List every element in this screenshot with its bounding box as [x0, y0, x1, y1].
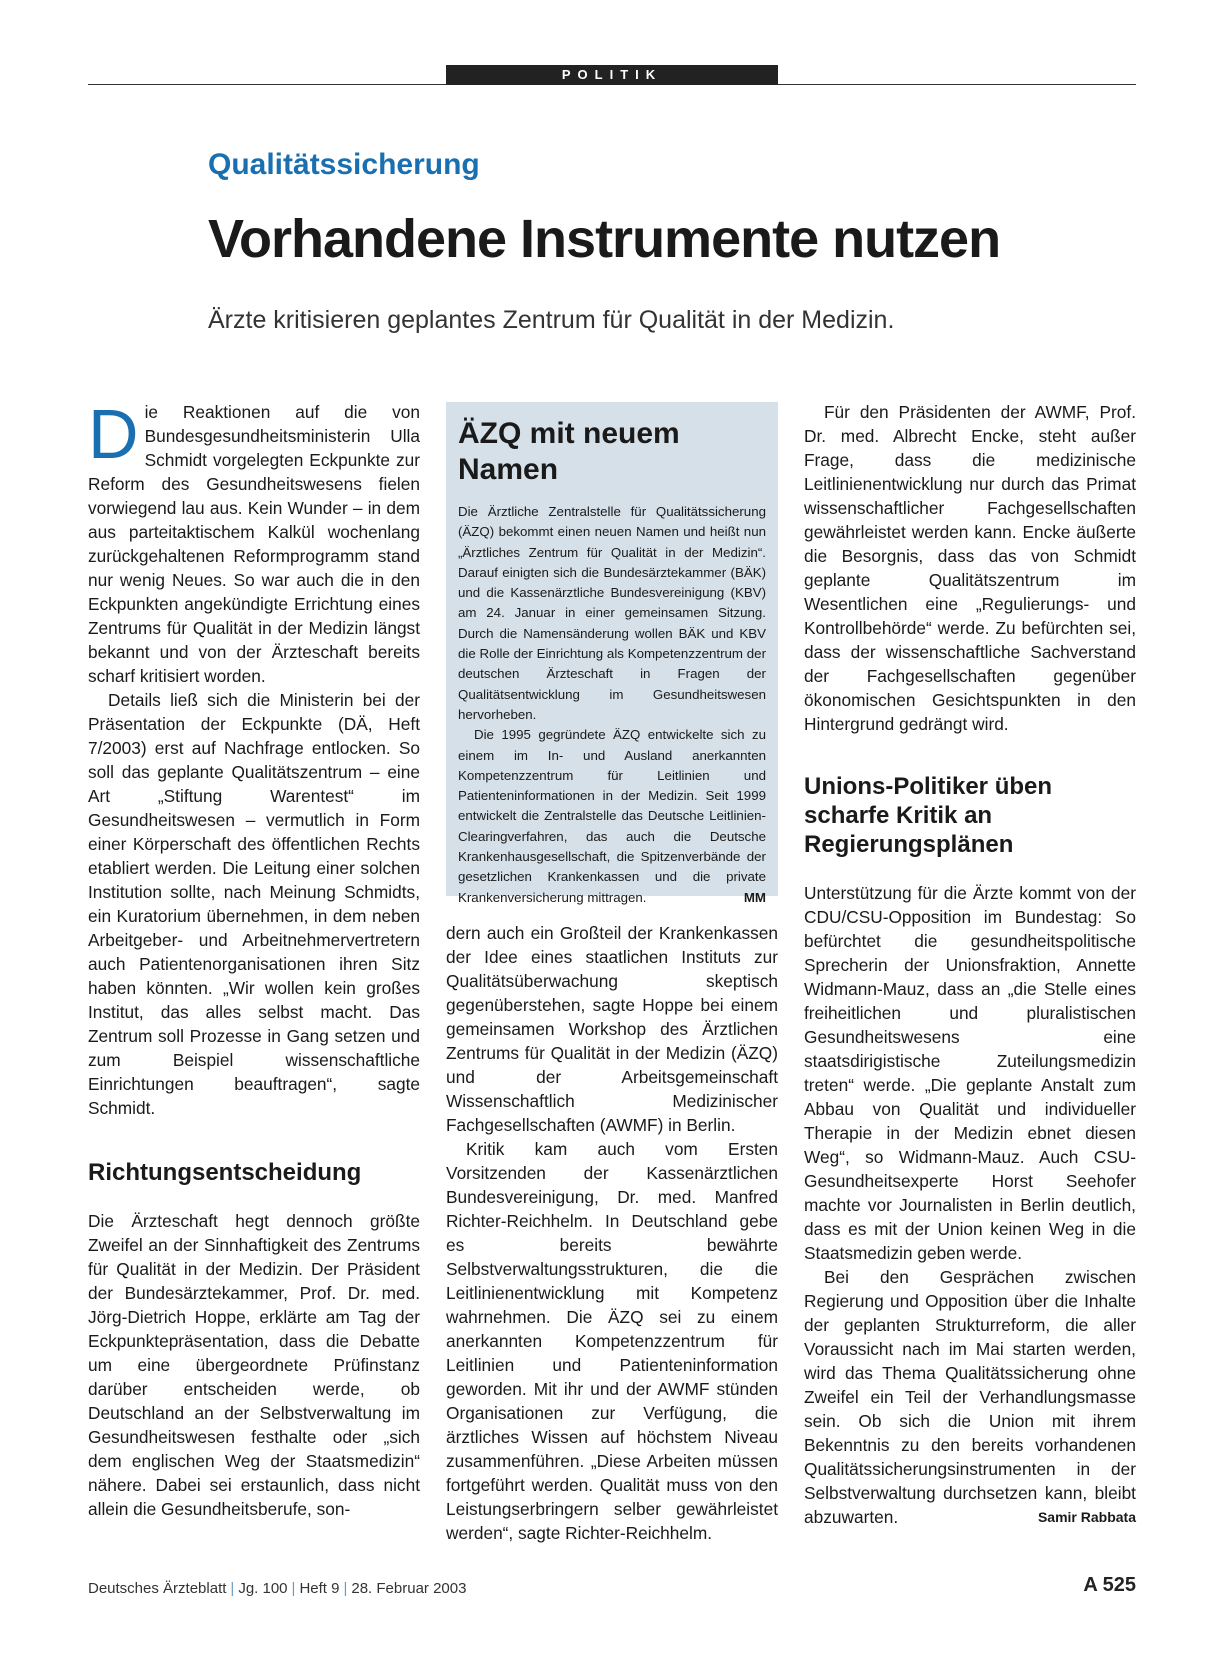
- journal-name: Deutsches Ärzteblatt: [88, 1580, 227, 1597]
- column-3: [804, 400, 1136, 1529]
- issue: Heft 9: [299, 1580, 340, 1597]
- sidebar-signature: MM: [743, 889, 766, 905]
- paragraph: Unterstützung für die Ärzte kommt von der CDU/CSU-Opposition im Bundestag: So befürchtet die gesundheitspolitische Sprecherin der Unionsfraktion, Annette Widmann-Mauz, dass an „die Stelle eines freiheitlichen und pluralistischen Gesundheitswesens eine staatsdirigistische Zuteilungsmedizin treten“ werde. „Die geplante Anstalt zum Abbau von Qualität und individueller Therapie in der Medizin ebnet diesen Weg“, so Widmann-Mauz. Auch CSU-Gesundheitsexperte Horst Seehofer machte vor Journalisten in Berlin deutlich, dass es mit der Union keinen Weg in die Staatsmedizin geben werde.: [804, 883, 1136, 1263]
- sidebar-title: ÄZQ mit neuem Namen: [458, 417, 680, 486]
- sidebar-paragraph: Die 1995 gegründete ÄZQ entwickelte sich zu einem im In- und Ausland anerkannten Kompetenzzentrum für Leitlinien und Patienteninformationen in der Medizin. Seit 1999 entwickelt die Zentralstelle das Deutsche Leitlinien-Clearingverfahren, das auch die Deutsche Krankenhausgesellschaft, die Spitzenverbände der gesetzlichen Krankenkassen und die private Krankenversicherung mittragen. MM: [458, 725, 766, 908]
- paragraph: Für den Präsidenten der AWMF, Prof. Dr. med. Albrecht Encke, steht außer Frage, dass die medizinische Leitlinienentwicklung nur durch das Primat wissenschaftlicher Fachgesellschaften gewährleistet werden kann. Encke äußerte die Besorgnis, dass das von Schmidt geplante Qualitätszentrum im Wesentlichen eine „Regulierungs- und Kontrollbehörde“ werde. Zu befürchten sei, dass der wissenschaftliche Sachverstand der Fachgesellschaften gegenüber ökonomischen Gesichtspunkten in den Hintergrund gedrängt wird.: [804, 402, 1136, 734]
- sidebar-box: [446, 402, 778, 905]
- footer-citation: Deutsches Ärzteblatt | Jg. 100 | Heft 9 | 28. Februar 2003: [88, 1580, 467, 1597]
- section-heading: Unions-Politiker üben scharfe Kritik an Regierungsplänen: [804, 773, 1053, 858]
- date: 28. Februar 2003: [351, 1580, 467, 1597]
- article-title: Vorhandene Instrumente nutzen: [208, 209, 1001, 269]
- article-kicker: Qualitätssicherung: [208, 148, 480, 181]
- paragraph: Bei den Gesprächen zwischen Regierung und Opposition über die Inhalte der geplanten Strukturreform, die aller Voraussicht nach im Mai starten werden, wird das Thema Qualitätssicherung ohne Zweifel ein Teil der Verhandlungsmasse sein. Ob sich die Union mit ihrem Bekenntnis zu den bereits vorhandenen Qualitätssicherungsinstrumenten in der Selbstverwaltung durchsetzen kann, bleibt abzuwarten. Samir Rabbata: [804, 1267, 1136, 1527]
- drop-cap: D: [88, 395, 139, 473]
- author-name: Samir Rabbata: [1037, 1509, 1136, 1525]
- paragraph: Die Ärzteschaft hegt dennoch größte Zweifel an der Sinnhaftigkeit des Zentrums für Qualität in der Medizin. Der Präsident der Bundesärztekammer, Prof. Dr. med. Jörg-Dietrich Hoppe, erklärte am Tag der Eckpunktepräsentation, dass die Debatte um eine übergeordnete Prüfinstanz darüber entscheiden werde, ob Deutschland an der Selbstverwaltung im Gesundheitswesen festhalte oder „sich dem englischen Weg der Staatsmedizin“ nähere. Dabei sei erstaunlich, dass nicht allein die Gesundheitsberufe, son-: [88, 1211, 420, 1519]
- section-label: POLITIK: [446, 65, 778, 85]
- article-subtitle: Ärzte kritisieren geplantes Zentrum für Qualität in der Medizin.: [208, 306, 895, 334]
- sidebar-paragraph: Die Ärztliche Zentralstelle für Qualitätssicherung (ÄZQ) bekommt einen neuen Namen und heißt nun „Ärztliches Zentrum für Qualität in der Medizin“. Darauf einigten sich die Bundesärztekammer (BÄK) und die Kassenärztliche Bundesvereinigung (KBV) am 24. Januar in einer gemeinsamen Sitzung. Durch die Namensänderung wollen BÄK und KBV die Rolle der Einrichtung als Kompetenzzentrum der deutschen Ärzteschaft in Fragen der Qualitätsentwicklung im Gesundheitswesen hervorheben.: [458, 504, 766, 722]
- paragraph: Details ließ sich die Ministerin bei der Präsentation der Eckpunkte (DÄ, Heft 7/2003) erst auf Nachfrage entlocken. So soll das geplante Qualitätszentrum – eine Art „Stiftung Warentest“ im Gesundheitswesen – vermutlich in Form einer Körperschaft des öffentlichen Rechts etabliert werden. Die Leitung einer solchen Institution sollte, nach Meinung Schmidts, ein Kuratorium übernehmen, in dem neben Arbeitgeber- und Arbeitnehmervertretern auch Patientenorganisationen ihren Sitz haben könnten. „Wir wollen kein großes Institut, das alles selbst macht. Das Zentrum soll Prozesse in Gang setzen und zum Beispiel wissenschaftliche Einrichtungen beauftragen“, sagte Schmidt.: [88, 690, 420, 1118]
- column-1: [88, 395, 420, 1521]
- section-heading: Richtungsentscheidung: [88, 1159, 362, 1186]
- volume: Jg. 100: [238, 1580, 288, 1597]
- paragraph: Kritik kam auch vom Ersten Vorsitzenden der Kassenärztlichen Bundesvereinigung, Dr. med. Manfred Richter-Reichhelm. In Deutschland gebe es bereits bewährte Selbstverwaltungsstrukturen, die die Leitlinienentwicklung mit Kompetenz wahrnehmen. Die ÄZQ sei zu einem anerkannten Kompetenzzentrum für Leitlinien und Patienteninformation geworden. Mit ihr und der AWMF stünden Organisationen zur Verfügung, die ärztliches Wissen auf höchstem Niveau zusammenführen. „Diese Arbeiten müssen fortgeführt werden. Qualität muss von den Leistungserbringern selber gewährleistet werden“, sagte Richter-Reichhelm.: [446, 1139, 778, 1543]
- page-number: A 525: [1083, 1574, 1136, 1596]
- column-2: [446, 921, 778, 1545]
- paragraph: dern auch ein Großteil der Krankenkassen der Idee eines staatlichen Instituts zur Qualitätsüberwachung skeptisch gegenüberstehen, sagte Hoppe bei einem gemeinsamen Workshop des Ärztlichen Zentrums für Qualität in der Medizin (ÄZQ) und der Arbeitsgemeinschaft Wissenschaftlich Medizinischer Fachgesellschaften (AWMF) in Berlin.: [446, 923, 778, 1135]
- paragraph: Die Reaktionen auf die von Bundesgesundheitsministerin Ulla Schmidt vorgelegten Eckpunkte zur Reform des Gesundheitswesens fielen vorwiegend lau aus. Kein Wunder – in dem aus parteitaktischem Kalkül wochenlang zurückgehaltenen Reformprogramm stand nur wenig Neues. So war auch die in den Eckpunkten angekündigte Errichtung eines Zentrums für Qualität in der Medizin längst bekannt und von der Ärzteschaft bereits scharf kritisiert worden.: [88, 395, 420, 686]
